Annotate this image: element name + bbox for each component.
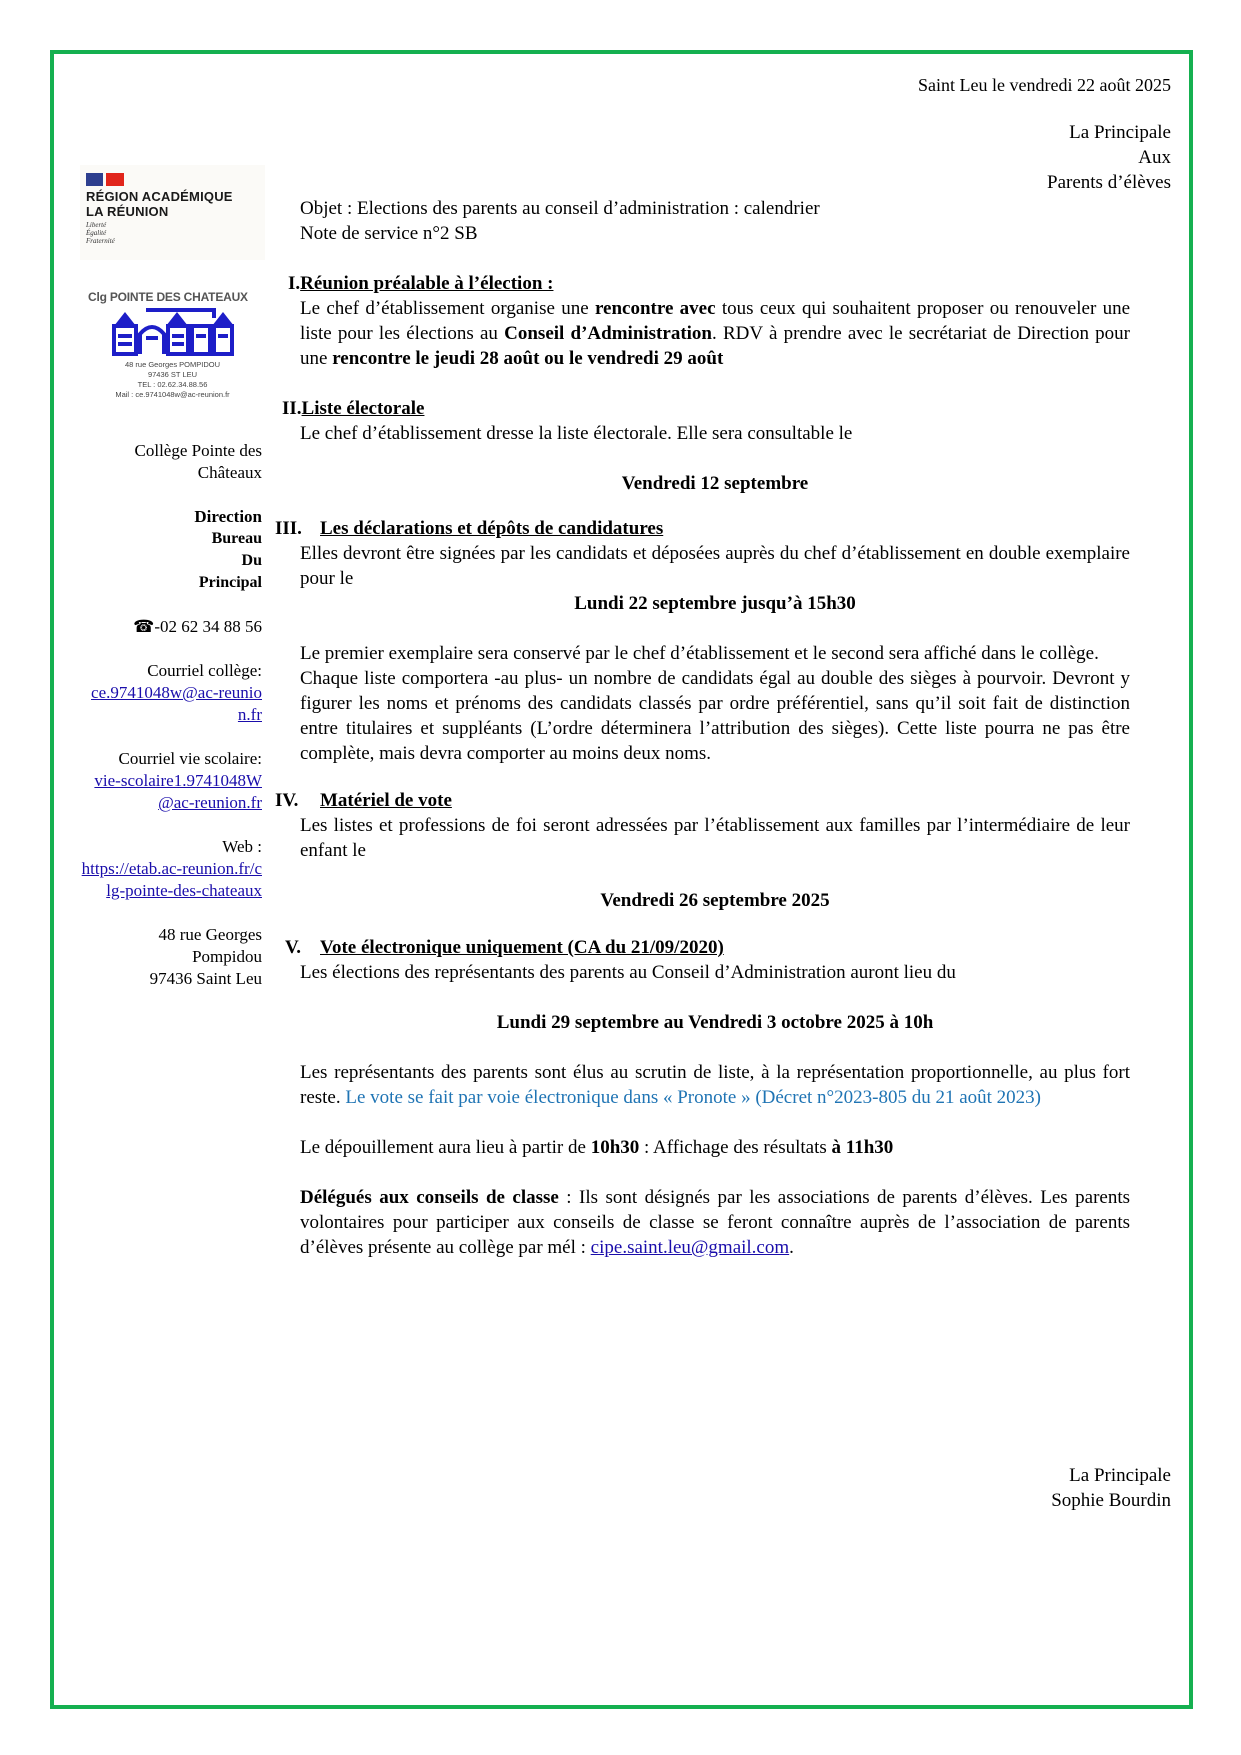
postal-address: 48 rue Georges Pompidou 97436 Saint Leu (149, 925, 262, 988)
section-3-paragraph-2: Le premier exemplaire sera conservé par le chef d’établissement et le second sera affiché dans le collège. (300, 643, 1099, 664)
note-reference: Note de service n°2 SB (300, 223, 478, 244)
college-logo-contact: 48 rue Georges POMPIDOU 97436 ST LEU TEL : 02.62.34.88.56 Mail : ce.9741048w@ac-reunion.fr (115, 360, 230, 399)
college-logo (80, 290, 265, 410)
email-college-link[interactable]: ce.9741048w@ac-reunion.fr (91, 683, 262, 724)
phone: ☎-02 62 34 88 56 (133, 617, 262, 636)
section-4-text: Les listes et professions de foi seront adressées par l’établissement aux familles par l’intermédiaire de leur enfant le (300, 815, 1130, 861)
section-2-date: Vendredi 12 septembre (621, 473, 809, 494)
section-3-heading: III. Les déclarations et dépôts de candidatures (275, 518, 664, 539)
website-link[interactable]: https://etab.ac-reunion.fr/clg-pointe-des-chateaux (81, 859, 262, 900)
pronote-notice: Le vote se fait par voie électronique dans « Pronote » (Décret n°2023-805 du 21 août 2023) (345, 1087, 1041, 1108)
telephone-icon: ☎ (133, 617, 155, 636)
section-5-paragraph-4: Délégués aux conseils de classe : Ils sont désignés par les associations de parents d’élèves. Les parents volontaires pour participer aux conseils de classe se feront connaître auprès de l’association de parents d’élèves présente au collège par mél : cipe.saint.leu@gmail.com. (300, 1187, 1131, 1258)
web-block: Web : https://etab.ac-reunion.fr/clg-pointe-des-chateaux (81, 837, 262, 900)
subject-line: Objet : Elections des parents au conseil d’administration : calendrier (300, 198, 820, 219)
letter-date: Saint Leu le vendredi 22 août 2025 (918, 75, 1171, 95)
email-vie-scolaire-block: Courriel vie scolaire: vie-scolaire1.9741048W@ac-reunion.fr (94, 749, 262, 812)
sidebar-contact (80, 440, 262, 1012)
section-2-text: Le chef d’établissement dresse la liste électorale. Elle sera consultable le (300, 423, 853, 444)
email-vie-scolaire-link[interactable]: vie-scolaire1.9741048W@ac-reunion.fr (94, 771, 262, 812)
letter-body (275, 196, 1131, 1260)
section-1-text: Le chef d’établissement organise une rencontre avec tous ceux qui souhaitent proposer ou renouveler une liste pour les élections au Conseil d’Administration. RDV à prendre avec le secrétariat de Direction pour une rencontre le jeudi 28 août ou le vendredi 29 août (300, 298, 1131, 369)
section-2-heading: II.Liste électorale (282, 398, 425, 419)
region-title: RÉGION ACADÉMIQUE LA RÉUNION (86, 189, 233, 219)
email-college-block: Courriel collège: ce.9741048w@ac-reunion.fr (91, 661, 262, 724)
college-name: Collège Pointe des Châteaux (134, 441, 262, 482)
section-5-paragraph-2: Les représentants des parents sont élus au scrutin de liste, à la représentation proportionnelle, au plus fort reste. Le vote se fait par voie électronique dans « Pronote » (Décret n°2023-805 du 21 août 2023) (300, 1062, 1130, 1108)
section-1-heading: I.Réunion préalable à l’élection : (288, 273, 554, 294)
section-5-date: Lundi 29 septembre au Vendredi 3 octobre 2025 à 10h (496, 1012, 934, 1033)
section-3-date: Lundi 22 septembre jusqu’à 15h30 (574, 593, 856, 614)
recipient-block: La Principale Aux Parents d’élèves (1047, 122, 1171, 193)
castle-building-icon (106, 306, 236, 356)
section-4-heading: IV. Matériel de vote (275, 790, 452, 811)
cipe-email-link[interactable]: cipe.saint.leu@gmail.com (590, 1237, 790, 1258)
section-5-text: Les élections des représentants des parents au Conseil d’Administration auront lieu du (300, 962, 956, 983)
section-5-paragraph-3: Le dépouillement aura lieu à partir de 10h30 : Affichage des résultats à 11h30 (300, 1137, 894, 1158)
direction-block: Direction Bureau Du Principal (194, 507, 262, 591)
region-academique-logo (80, 165, 265, 260)
section-3-paragraph-3: Chaque liste comportera -au plus- un nombre de candidats égal au double des sièges à pourvoir. Devront y figurer les noms et prénoms des candidats classés par ordre préférentiel, sans qu’il soit fait de distinction entre titulaires et suppléants (L’ordre déterminera l’attribution des sièges). Cette liste pourra ne pas être complète, mais devra comporter au moins deux noms. (300, 668, 1130, 764)
region-motto: Liberté Égalité Fraternité (86, 221, 115, 245)
section-3-text: Elles devront être signées par les candidats et déposées auprès du chef d’établissement en double exemplaire pour le (300, 543, 1130, 589)
signature-block: La Principale Sophie Bourdin (1051, 1465, 1171, 1511)
french-flag-icon (86, 173, 124, 186)
section-5-heading: V. Vote électronique uniquement (CA du 21/09/2020) (285, 937, 724, 958)
college-logo-name: Clg POINTE DES CHATEAUX (88, 290, 248, 304)
section-4-date: Vendredi 26 septembre 2025 (600, 890, 830, 911)
